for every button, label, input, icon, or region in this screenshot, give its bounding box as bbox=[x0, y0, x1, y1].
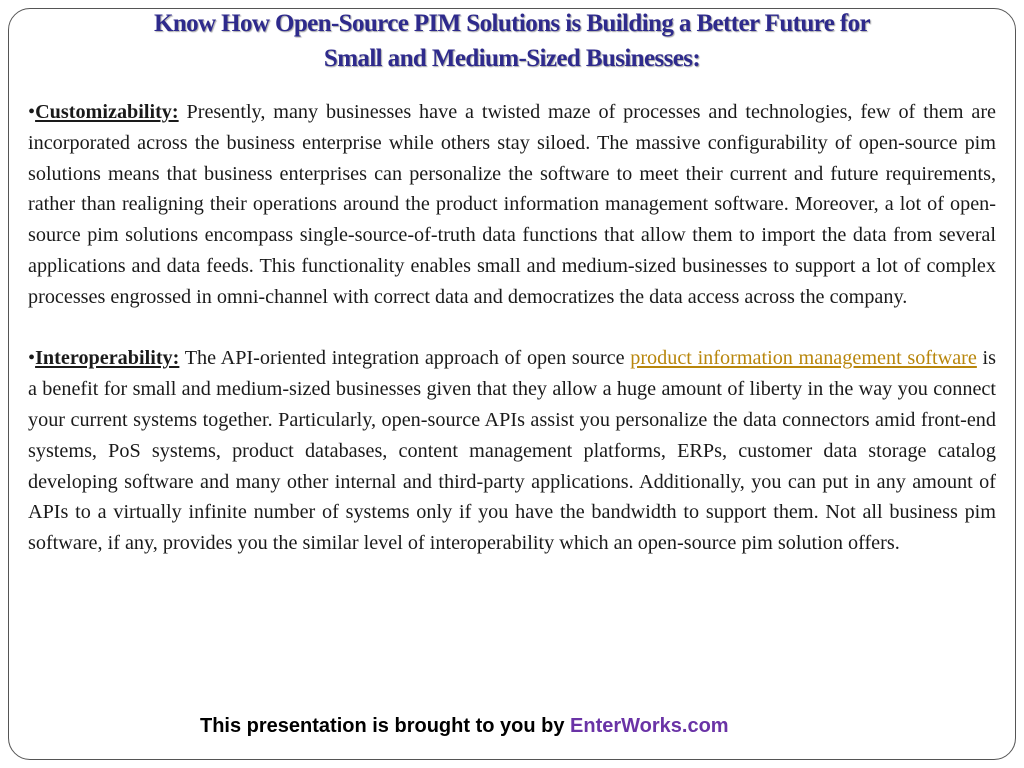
interoperability-text-before: The API-oriented integration approach of open source bbox=[184, 347, 625, 370]
title-line-1: Know How Open-Source PIM Solutions is Building a Better Future for bbox=[153, 10, 870, 37]
customizability-label: Customizability: bbox=[35, 101, 179, 123]
bullet: • bbox=[28, 101, 36, 123]
pim-software-link[interactable]: product information management software bbox=[630, 347, 977, 370]
customizability-text: Presently, many businesses have a twisted maze of processes and technologies, few of them are incorporated across the business enterprise while others stay siloed. The massive configurability of open-source pim solutions means that business enterprises can personalize the software to meet their current and future requirements, rather than realigning their operations around the product information management software. Moreover, a lot of open-source pim solutions encompass single-source-of-truth data functions that allow them to import the data from several applications and data feeds. This functionality enables small and medium-sized businesses to support a lot of complex processes engrossed in omni-channel with correct data and democratizes the data access across the company. bbox=[28, 101, 997, 308]
bullet: • bbox=[28, 347, 36, 370]
footer-credit bbox=[200, 715, 729, 738]
interoperability-label: Interoperability: bbox=[35, 347, 180, 370]
title-line-2: Small and Medium-Sized Businesses: bbox=[323, 45, 701, 72]
interoperability-text-after: is a benefit for small and medium-sized businesses given that they allow a huge amount of liberty in the way you connect your current systems together. Particularly, open-source APIs assist you personalize the data connectors amid front-end systems, PoS systems, product databases, content management platforms, ERPs, customer data storage catalog developing software and many other internal and third-party applications. Additionally, you can put in any amount of APIs to a virtually infinite number of systems only if you have the bandwidth to support them. Not all business pim software, if any, provides you the similar level of interoperability which an open-source pim solution offers. bbox=[28, 347, 997, 555]
customizability-paragraph bbox=[28, 97, 996, 313]
footer-text: This presentation is brought to you by bbox=[200, 715, 565, 737]
slide-title bbox=[20, 6, 1004, 76]
brand-link[interactable]: EnterWorks.com bbox=[570, 715, 729, 737]
interoperability-paragraph bbox=[28, 343, 996, 559]
slide-body bbox=[28, 97, 996, 590]
